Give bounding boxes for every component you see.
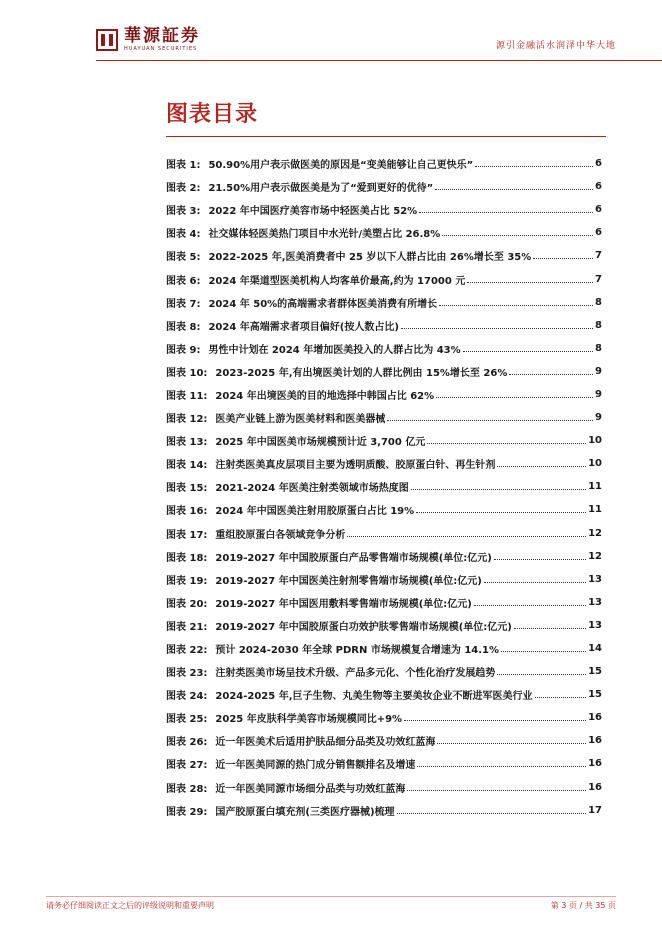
toc-entry-label: 图表 8: <box>166 321 201 333</box>
toc-entry-leader <box>484 582 586 583</box>
toc-entry[interactable] <box>166 475 602 498</box>
logo-name-en: HUAYUAN SECURITIES <box>124 46 198 52</box>
toc-entry[interactable] <box>166 614 602 637</box>
toc-entry-leader <box>419 212 593 213</box>
toc-entry-title: 2025 年中国医美市场规模预计近 3,700 亿元 <box>215 437 426 449</box>
toc-entry[interactable] <box>166 568 602 591</box>
toc-entry-page: 12 <box>588 550 602 562</box>
toc-entry-label: 图表 23: <box>166 668 208 680</box>
toc-entry-title: 2024 年 50%的高端需求者群体医美消费有所增长 <box>208 298 438 310</box>
page-header <box>0 0 662 70</box>
toc-entry-title: 50.90%用户表示做医美的原因是“变美能够让自己更快乐” <box>208 160 474 172</box>
toc-entry[interactable] <box>166 152 602 175</box>
toc-entry-page: 9 <box>595 365 602 377</box>
toc-entry-page: 16 <box>588 758 602 770</box>
toc-entry-leader <box>474 605 586 606</box>
toc-entry-title: 2021-2024 年医美注射类领域市场热度图 <box>215 483 409 495</box>
toc-entry-leader <box>397 813 587 814</box>
toc-entry-page: 7 <box>595 250 602 262</box>
toc-entry-label: 图表 7: <box>166 298 201 310</box>
toc-entry[interactable] <box>166 545 602 568</box>
toc-entry-title: 2022 年中国医疗美容市场中轻医美占比 52% <box>208 206 418 218</box>
toc-entry-page: 8 <box>595 296 602 308</box>
toc-entry-label: 图表 6: <box>166 275 201 287</box>
toc-entry-title: 注射类医美真皮层项目主要为透明质酸、胶原蛋白针、再生针剂 <box>215 460 496 472</box>
toc-entry-title: 2019-2027 年中国医用敷料零售端市场规模(单位:亿元) <box>215 598 472 610</box>
toc-entry-label: 图表 21: <box>166 621 208 633</box>
toc-entry-leader <box>401 328 593 329</box>
toc-entry-title: 2023-2025 年,有出境医美计划的人群比例由 15%增长至 26% <box>215 367 508 379</box>
toc-entry-label: 图表 13: <box>166 437 208 449</box>
toc-entry-page: 16 <box>588 735 602 747</box>
toc-entry-leader <box>387 420 593 421</box>
toc-entry[interactable] <box>166 175 602 198</box>
toc-entry-page: 13 <box>588 596 602 608</box>
toc-entry-label: 图表 20: <box>166 598 208 610</box>
toc-entry-title: 2024 年高端需求者项目偏好(按人数占比) <box>208 321 399 333</box>
toc-entry-title: 近一年医美术后适用护肤品细分品类及功效红蓝海 <box>215 737 436 749</box>
toc-entry-leader <box>411 489 586 490</box>
toc-entry-leader <box>467 282 593 283</box>
toc-entry-leader <box>533 258 593 259</box>
toc-entry-label: 图表 9: <box>166 344 201 356</box>
toc-entry-leader <box>501 651 586 652</box>
header-slogan: 源引金融活水润泽中华大地 <box>495 41 616 51</box>
toc-entry-leader <box>509 374 593 375</box>
toc-entry-title: 2025 年皮肤科学美容市场规模同比+9% <box>215 714 403 726</box>
toc-entry-title: 2024-2025 年,巨子生物、丸美生物等主要美妆企业不断进军医美行业 <box>215 691 533 703</box>
toc-entry-page: 8 <box>595 319 602 331</box>
company-logo <box>96 27 200 52</box>
table-of-figures <box>166 152 602 822</box>
toc-entry-page: 10 <box>588 435 602 447</box>
toc-entry-label: 图表 17: <box>166 529 208 541</box>
toc-entry-label: 图表 29: <box>166 806 208 818</box>
toc-entry-label: 图表 10: <box>166 367 208 379</box>
toc-entry[interactable] <box>166 660 602 683</box>
toc-entry-leader <box>436 397 593 398</box>
toc-entry-title: 国产胶原蛋白填充剂(三类医疗器械)梳理 <box>215 806 395 818</box>
toc-entry-page: 13 <box>588 573 602 585</box>
toc-entry-label: 图表 12: <box>166 414 208 426</box>
toc-entry[interactable] <box>166 752 602 775</box>
toc-entry-page: 14 <box>588 643 602 655</box>
toc-entry-leader <box>437 743 586 744</box>
toc-entry-title: 21.50%用户表示做医美是为了“爱到更好的优待” <box>208 183 434 195</box>
toc-entry-leader <box>514 628 586 629</box>
toc-entry[interactable] <box>166 383 602 406</box>
toc-entry[interactable] <box>166 637 602 660</box>
toc-entry-title: 社交媒体轻医美热门项目中水光针/美塑占比 26.8% <box>208 229 441 241</box>
toc-entry-leader <box>407 790 586 791</box>
toc-entry-title: 医美产业链上游为医美材料和医美器械 <box>215 414 386 426</box>
toc-entry-label: 图表 18: <box>166 552 208 564</box>
toc-entry-leader <box>404 720 586 721</box>
toc-entry-page: 15 <box>588 689 602 701</box>
toc-entry-page: 6 <box>595 158 602 170</box>
toc-entry-page: 6 <box>595 181 602 193</box>
toc-entry-leader <box>494 559 586 560</box>
toc-entry-page: 8 <box>595 342 602 354</box>
toc-entry-leader <box>442 235 593 236</box>
toc-entry[interactable] <box>166 198 602 221</box>
toc-entry[interactable] <box>166 360 602 383</box>
toc-entry-title: 2022-2025 年,医美消费者中 25 岁以下人群占比由 26%增长至 35% <box>208 252 532 264</box>
toc-entry-title: 2024 年出境医美的目的地选择中韩国占比 62% <box>215 390 435 402</box>
toc-entry-label: 图表 25: <box>166 714 208 726</box>
toc-entry-leader <box>497 674 586 675</box>
toc-entry-leader <box>463 351 593 352</box>
toc-entry-page: 12 <box>588 527 602 539</box>
toc-entry-leader <box>497 466 586 467</box>
toc-entry-title: 近一年医美同源的热门成分销售额排名及增速 <box>215 760 416 772</box>
toc-entry-page: 11 <box>588 481 602 493</box>
toc-entry-leader <box>475 166 593 167</box>
toc-entry[interactable] <box>166 406 602 429</box>
toc-entry-label: 图表 16: <box>166 506 208 518</box>
toc-entry-page: 9 <box>595 412 602 424</box>
toc-entry[interactable] <box>166 314 602 337</box>
toc-entry-page: 7 <box>595 273 602 285</box>
toc-entry[interactable] <box>166 776 602 799</box>
toc-entry-title: 预计 2024-2030 年全球 PDRN 市场规模复合增速为 14.1% <box>215 645 500 657</box>
toc-entry-label: 图表 15: <box>166 483 208 495</box>
toc-entry[interactable] <box>166 729 602 752</box>
toc-entry-label: 图表 27: <box>166 760 208 772</box>
toc-entry-label: 图表 3: <box>166 206 201 218</box>
toc-entry[interactable] <box>166 799 602 822</box>
page-title: 图表目录 <box>166 102 259 127</box>
logo-name-cn: 華源証券 <box>124 26 200 46</box>
toc-entry-label: 图表 4: <box>166 229 201 241</box>
toc-entry-leader <box>535 697 587 698</box>
toc-entry[interactable] <box>166 221 602 244</box>
footer-disclaimer: 请务必仔细阅读正文之后的评级说明和重要声明 <box>46 901 214 910</box>
toc-entry[interactable] <box>166 291 602 314</box>
toc-entry[interactable] <box>166 267 602 290</box>
toc-entry[interactable] <box>166 683 602 706</box>
toc-entry-title: 2024 年中国医美注射用胶原蛋白占比 19% <box>215 506 415 518</box>
toc-entry[interactable] <box>166 244 602 267</box>
toc-entry-leader <box>417 766 586 767</box>
toc-entry-page: 11 <box>588 504 602 516</box>
toc-entry-title: 注射类医美市场呈技术升级、产品多元化、个性化治疗发展趋势 <box>215 668 496 680</box>
header-divider <box>96 60 662 61</box>
toc-entry-label: 图表 19: <box>166 575 208 587</box>
toc-entry-label: 图表 24: <box>166 691 208 703</box>
footer-divider <box>46 896 616 897</box>
toc-entry[interactable] <box>166 522 602 545</box>
toc-entry-title: 2019-2027 年中国胶原蛋白功效护肤零售端市场规模(单位:亿元) <box>215 621 512 633</box>
footer-page-number: 第 3 页 / 共 35 页 <box>550 901 616 910</box>
toc-entry-page: 6 <box>595 204 602 216</box>
logo-icon <box>96 29 118 51</box>
toc-entry-page: 9 <box>595 388 602 400</box>
toc-entry-leader <box>435 189 593 190</box>
toc-entry-title: 2024 年渠道型医美机构人均客单价最高,约为 17000 元 <box>208 275 466 287</box>
toc-entry-title: 2019-2027 年中国胶原蛋白产品零售端市场规模(单位:亿元) <box>215 552 492 564</box>
toc-entry[interactable] <box>166 337 602 360</box>
toc-entry-title: 近一年医美同源市场细分品类与功效红蓝海 <box>215 783 406 795</box>
toc-entry-label: 图表 22: <box>166 645 208 657</box>
toc-entry-label: 图表 28: <box>166 783 208 795</box>
toc-entry-leader <box>416 512 586 513</box>
toc-entry-label: 图表 11: <box>166 390 208 402</box>
toc-entry-label: 图表 2: <box>166 183 201 195</box>
title-divider <box>166 136 606 137</box>
toc-entry-label: 图表 1: <box>166 160 201 172</box>
toc-entry-title: 2019-2027 年中国医美注射剂零售端市场规模(单位:亿元) <box>215 575 482 587</box>
toc-entry-leader <box>427 443 586 444</box>
toc-entry-leader <box>439 305 593 306</box>
toc-entry-title: 男性中计划在 2024 年增加医美投入的人群占比为 43% <box>208 344 461 356</box>
toc-entry[interactable] <box>166 591 602 614</box>
toc-entry-page: 15 <box>588 666 602 678</box>
toc-entry[interactable] <box>166 452 602 475</box>
toc-entry-page: 13 <box>588 619 602 631</box>
toc-entry-leader <box>347 536 586 537</box>
toc-entry-page: 6 <box>595 227 602 239</box>
toc-entry[interactable] <box>166 429 602 452</box>
toc-entry-page: 10 <box>588 458 602 470</box>
toc-entry-page: 16 <box>588 781 602 793</box>
toc-entry-page: 17 <box>588 804 602 816</box>
toc-entry[interactable] <box>166 706 602 729</box>
toc-entry-label: 图表 5: <box>166 252 201 264</box>
toc-entry[interactable] <box>166 498 602 521</box>
toc-entry-label: 图表 26: <box>166 737 208 749</box>
toc-entry-title: 重组胶原蛋白各领域竞争分析 <box>215 529 346 541</box>
toc-entry-page: 16 <box>588 712 602 724</box>
toc-entry-label: 图表 14: <box>166 460 208 472</box>
